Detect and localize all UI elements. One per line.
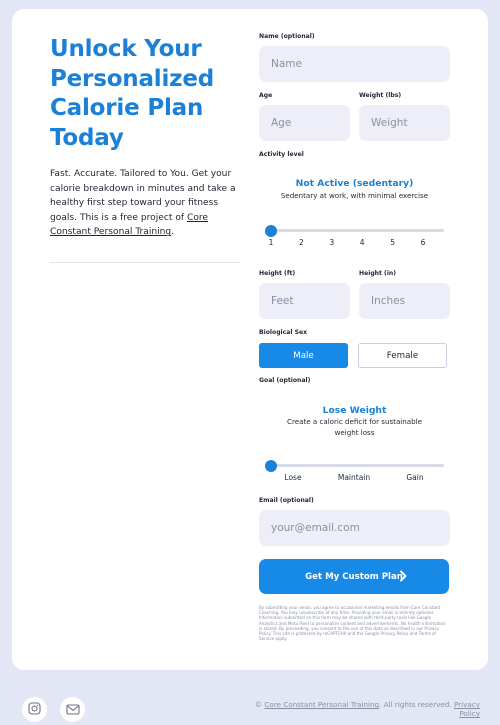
goal-subtitle: Create a caloric deficit for sustainable weight loss <box>287 417 422 437</box>
activity-slider-track[interactable] <box>268 229 444 232</box>
height-in-label: Height (in) <box>359 270 397 277</box>
goal-slider-thumb[interactable] <box>265 460 277 472</box>
goal-slider[interactable] <box>259 455 450 495</box>
age-label: Age <box>259 92 273 99</box>
hero-section <box>50 35 240 240</box>
footer-copyright <box>240 700 480 718</box>
instagram-link[interactable] <box>22 697 47 722</box>
mail-icon <box>66 700 80 719</box>
age-input[interactable]: Age <box>259 105 350 141</box>
email-label: Email (optional) <box>259 497 314 504</box>
hero-description <box>50 167 242 240</box>
hero-description-end: . <box>171 227 175 238</box>
height-ft-input[interactable]: Feet <box>259 283 350 319</box>
copyright-suffix: . All rights reserved. <box>379 700 454 709</box>
hero-title-line: Today <box>50 124 124 151</box>
hero-title <box>50 35 240 153</box>
goal-title: Lose Weight <box>322 405 387 416</box>
name-input[interactable]: Name <box>259 46 450 82</box>
name-label: Name (optional) <box>259 33 315 40</box>
email-input[interactable]: your@email.com <box>259 510 450 546</box>
main-card <box>12 9 488 670</box>
goal-tick[interactable]: Maintain <box>337 473 371 482</box>
core-constant-link[interactable]: Core Constant Personal Training <box>50 212 209 238</box>
goal-tick[interactable]: Gain <box>406 473 424 482</box>
activity-tick[interactable]: 5 <box>390 238 395 247</box>
goal-slider-track[interactable] <box>268 464 444 467</box>
sex-option-male[interactable]: Male <box>259 343 348 368</box>
activity-tick[interactable]: 2 <box>299 238 304 247</box>
hero-title-line: Personalized <box>50 65 215 92</box>
goal-tick[interactable]: Lose <box>284 473 302 482</box>
hero-title-line: Calorie Plan <box>50 95 204 121</box>
sex-label: Biological Sex <box>259 329 308 336</box>
weight-label: Weight (lbs) <box>359 92 402 99</box>
activity-tick[interactable]: 1 <box>268 238 274 247</box>
weight-input[interactable]: Weight <box>359 105 450 141</box>
activity-slider[interactable] <box>259 220 450 260</box>
email-link[interactable] <box>60 697 85 722</box>
hero-divider <box>50 262 240 263</box>
chevron-right-icon <box>399 570 407 585</box>
activity-subtitle: Sedentary at work, with minimal exercise <box>280 191 429 200</box>
height-ft-label: Height (ft) <box>259 270 296 277</box>
activity-tick[interactable]: 3 <box>329 238 335 247</box>
activity-slider-thumb[interactable] <box>265 225 277 237</box>
get-plan-button-label: Get My Custom Plan <box>305 571 403 582</box>
height-in-input[interactable]: Inches <box>359 283 450 319</box>
hero-title-line: Unlock Your <box>50 36 202 62</box>
get-plan-button[interactable] <box>259 559 449 594</box>
copyright-prefix: © <box>254 700 265 709</box>
disclaimer-text: By submitting your email, you agree to occasional marketing emails from Core Constant Coaching. You may unsubscribe at any time. Providing your email is entirely optional. Information submitted on this form may be shared with third-party tools like Google Analytics and Meta Pixel to personalize content and advertisements. No health information is stored. By proceeding, you consent to the use of this data as described in our Privacy Policy. This site is protected by reCAPTCHA and the Google Privacy Policy and Terms of Service apply. <box>259 605 446 642</box>
hero-description-text: Fast. Accurate. Tailored to You. Get your calorie breakdown in minutes and take a healthy first step toward your fitness goals. This is a free project of <box>50 169 236 223</box>
activity-label: Activity level <box>259 151 304 158</box>
sex-option-female[interactable]: Female <box>358 343 447 368</box>
goal-label: Goal (optional) <box>259 377 311 384</box>
instagram-icon <box>28 700 41 719</box>
activity-tick[interactable]: 6 <box>420 238 426 247</box>
activity-title: Not Active (sedentary) <box>295 178 414 189</box>
footer-company-link[interactable]: Core Constant Personal Training <box>264 700 380 709</box>
activity-tick[interactable]: 4 <box>359 238 365 247</box>
privacy-policy-link[interactable]: Privacy Policy <box>453 700 480 718</box>
